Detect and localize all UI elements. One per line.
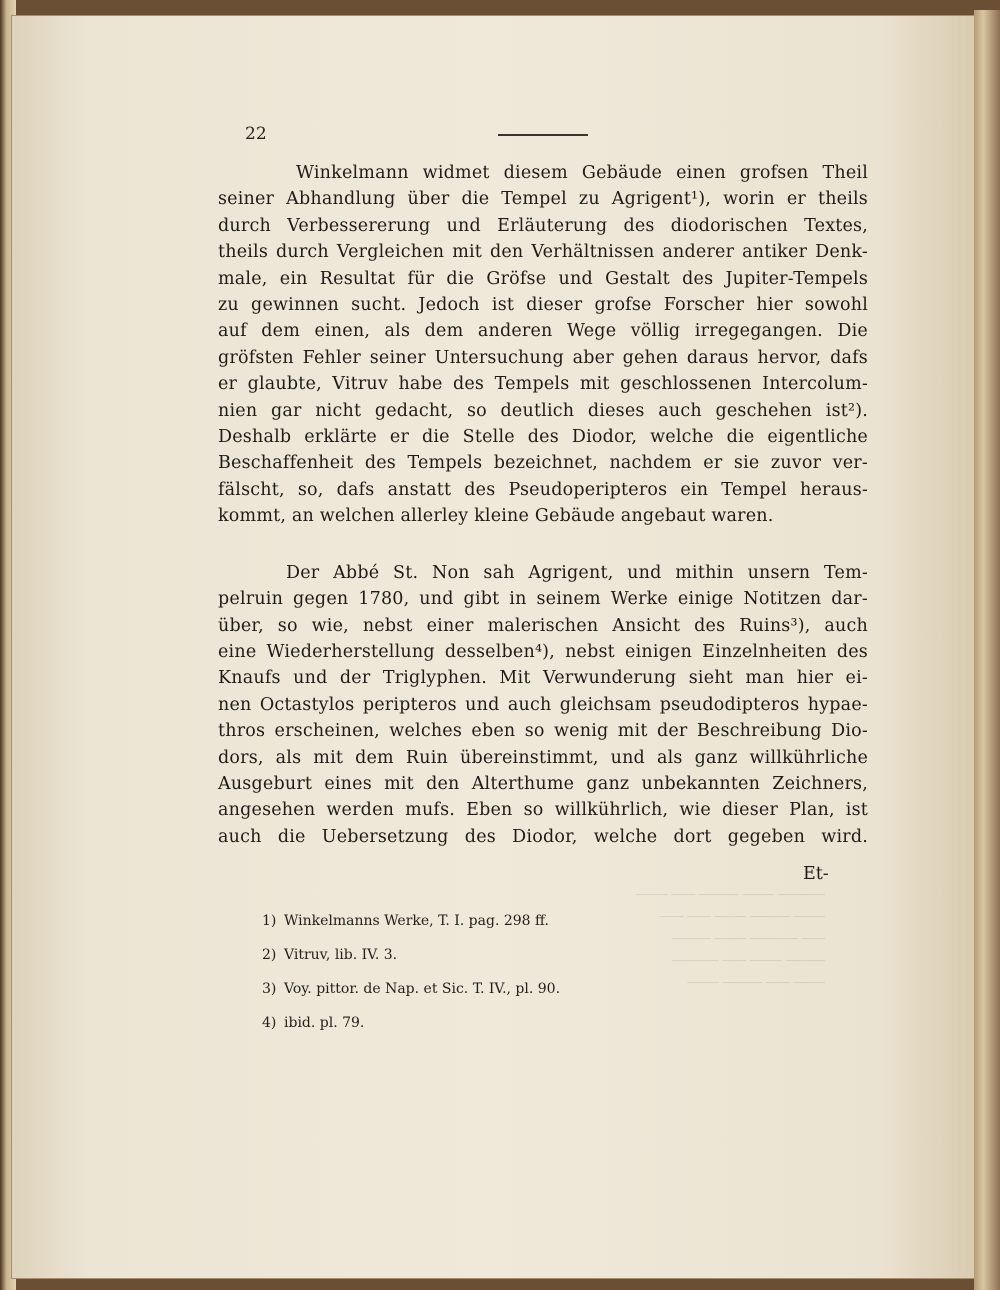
text-line: angesehen werden mufs. Eben so willkührlich, wie dieser Plan, ist [218,800,868,821]
footnote [262,910,762,944]
paragraph-1 [218,160,868,530]
footnote [262,978,762,1012]
footnote-text: Winkelmanns Werke, T. I. pag. 298 ff. [284,913,549,929]
text-line: Winkelmann widmet diesem Gebäude einen grofsen Theil [296,163,868,183]
footnote [262,1012,762,1046]
text-line: er glaubte, Vitruv habe des Tempels mit geschlossenen Intercolum- [218,374,868,395]
running-header [245,124,625,154]
text-line: Deshalb erklärte er die Stelle des Diodor, welche die eigentliche [218,427,868,448]
text-line: durch Verbessererung und Erläuterung des diodorischen Textes, [218,215,868,236]
page-number: 22 [245,124,267,144]
footnotes [262,910,762,1046]
footnote-text: Voy. pittor. de Nap. et Sic. T. IV., pl. 90. [284,981,561,997]
text-line: male, ein Resultat für die Gröfse und Gestalt des Jupiter-Tempels [218,268,868,289]
text-line: Knaufs und der Triglyphen. Mit Verwunderung sieht man hier ei- [218,668,868,689]
text-line: kommt, an welchen allerley kleine Gebäude angebaut waren. [218,506,774,527]
text-line: über, so wie, nebst einer malerischen Ansicht des Ruins³), auch [218,615,868,636]
text-line: thros erscheinen, welches eben so wenig mit der Beschreibung Dio- [218,721,868,742]
text-line: seiner Abhandlung über die Tempel zu Agrigent¹), worin er theils [218,189,868,210]
footnote-number: 1) [262,913,277,929]
text-line: dors, als mit dem Ruin übereinstimmt, und als ganz willkührliche [218,747,868,768]
text-line: auf dem einen, als dem anderen Wege völlig irregegangen. Die [218,321,868,342]
footnote-text: Vitruv, lib. IV. 3. [284,947,398,963]
text-line: eine Wiederherstellung desselben⁴), nebst einigen Einzelnheiten des [218,641,868,662]
text-line: Der Abbé St. Non sah Agrigent, und mithin unsern Tem- [286,562,868,583]
footnote-text: ibid. pl. 79. [284,1015,365,1031]
footnote [262,944,762,978]
text-line: gröfsten Fehler seiner Untersuchung aber gehen daraus hervor, dafs [218,347,868,368]
header-rule [498,134,588,136]
text-line: fälscht, so, dafs anstatt des Pseudoperipteros ein Tempel heraus- [218,479,868,500]
catchword: Et- [803,864,829,884]
text-line: theils durch Vergleichen mit den Verhältnissen anderer antiker Denk- [218,242,868,263]
footnote-number: 4) [262,1015,277,1031]
text-line: Ausgeburt eines mit den Alterthume ganz unbekannten Zeichners, [218,773,868,794]
bleed-through-texture: ────── ──── ───── ─── ──── ──── ───── ──── ─── ─── ─── ────── ──── ───── ───── ──── ─── ────── ──── ─── ───── ──── [636,888,825,991]
text-line: nien gar nicht gedacht, so deutlich dieses auch geschehen ist²). [218,400,868,421]
footnote-number: 2) [262,947,277,963]
footnote-number: 3) [262,981,277,997]
text-line: pelruin gegen 1780, und gibt in seinem Werke einige Notitzen dar- [218,589,868,610]
text-line: nen Octastylos peripteros und auch gleichsam pseudodipteros hypae- [218,694,868,715]
text-line: zu gewinnen sucht. Jedoch ist dieser grofse Forscher hier sowohl [218,295,868,316]
paragraph-2 [218,560,868,850]
body-text [218,160,868,850]
page-stack-edge [974,10,1000,1290]
text-line: auch die Uebersetzung des Diodor, welche dort gegeben wird. [218,826,868,847]
text-line: Beschaffenheit des Tempels bezeichnet, nachdem er sie zuvor ver- [218,453,868,474]
